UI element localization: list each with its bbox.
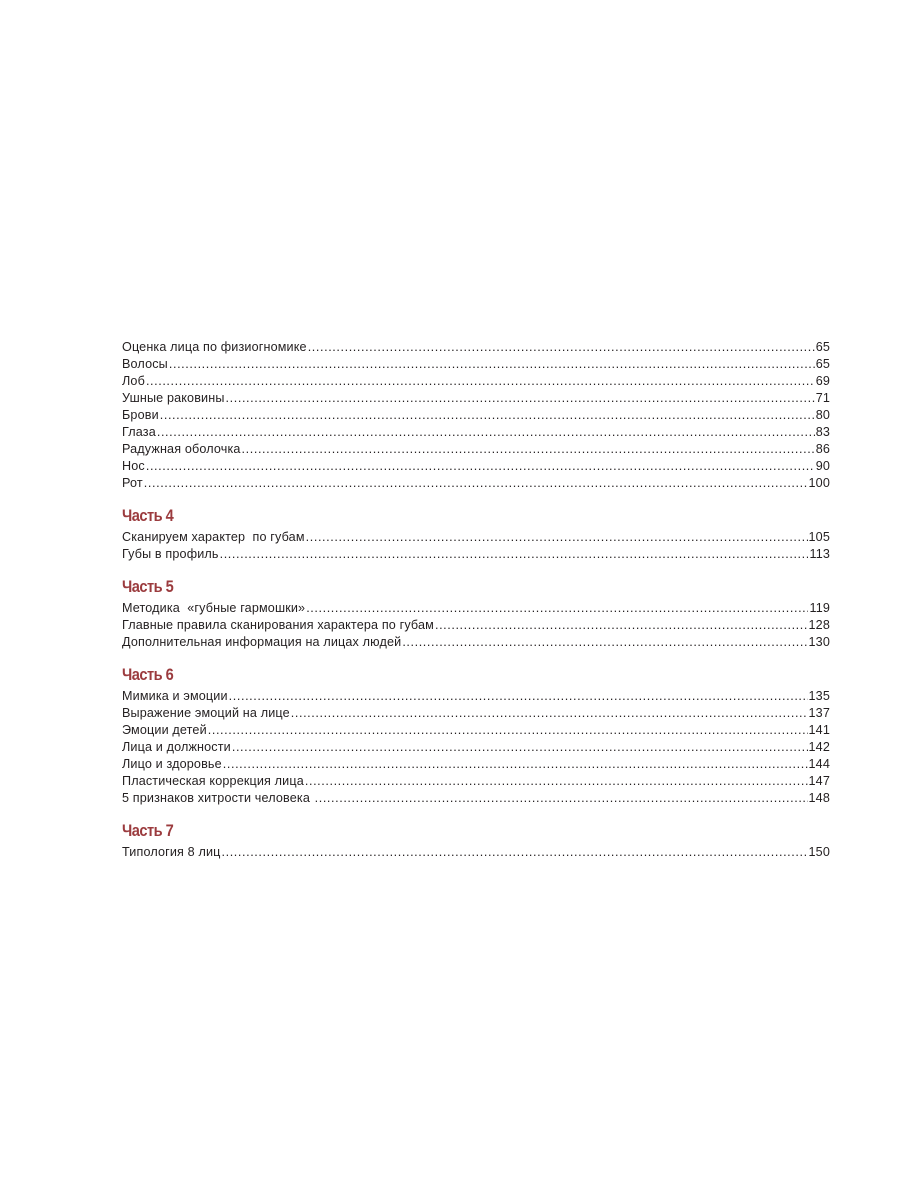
toc-entry[interactable] [122, 390, 830, 407]
toc-entry-title: Типология 8 лиц [122, 845, 221, 859]
dot-leader [229, 688, 808, 705]
toc-entry-page: 100 [808, 476, 830, 490]
toc-entry-page: 69 [815, 374, 830, 388]
dot-leader [157, 424, 815, 441]
toc-entry-page: 137 [808, 706, 830, 720]
toc-entry-title: Сканируем характер по губам [122, 530, 305, 544]
toc-entry[interactable] [122, 529, 830, 546]
toc-entry[interactable] [122, 688, 830, 705]
dot-leader [402, 634, 807, 651]
dot-leader [315, 790, 808, 807]
toc-entry[interactable] [122, 458, 830, 475]
toc-entry[interactable] [122, 600, 830, 617]
toc-entry-page: 135 [808, 689, 830, 703]
dot-leader [220, 546, 809, 563]
toc-entry-page: 147 [808, 774, 830, 788]
toc-entry-title: Ушные раковины [122, 391, 225, 405]
toc-intro-section [122, 339, 830, 492]
toc-entry-page: 65 [815, 357, 830, 371]
toc-entry-title: Глаза [122, 425, 156, 439]
toc-entry-title: Дополнительная информация на лицах людей [122, 635, 402, 649]
toc-entry-page: 150 [808, 845, 830, 859]
toc-entry-title: Губы в профиль [122, 547, 219, 561]
toc-part-7 [122, 820, 830, 861]
toc-entry-page: 71 [815, 391, 830, 405]
toc-entry[interactable] [122, 339, 830, 356]
part-heading: Часть 7 [122, 821, 174, 840]
toc-entry-title: Нос [122, 459, 145, 473]
toc-entry-page: 105 [808, 530, 830, 544]
toc-entry-page: 65 [815, 340, 830, 354]
toc-entry-title: Методика «губные гармошки» [122, 601, 306, 615]
toc-entry[interactable] [122, 722, 830, 739]
part-heading: Часть 5 [122, 577, 174, 596]
toc-entry-title: Лицо и здоровье [122, 757, 222, 771]
toc-part-6 [122, 664, 830, 807]
toc-entry-title: Лица и должности [122, 740, 231, 754]
toc-entry-title: Оценка лица по физиогномике [122, 340, 307, 354]
toc-entry[interactable] [122, 356, 830, 373]
part-heading: Часть 6 [122, 665, 174, 684]
dot-leader [208, 722, 808, 739]
toc-entry-title: Радужная оболочка [122, 442, 241, 456]
dot-leader [291, 705, 808, 722]
toc-part-5 [122, 576, 830, 651]
dot-leader [242, 441, 815, 458]
toc-entry[interactable] [122, 773, 830, 790]
toc-entry-page: 141 [808, 723, 830, 737]
toc-entry[interactable] [122, 790, 830, 807]
part-heading: Часть 4 [122, 506, 174, 525]
toc-entry[interactable] [122, 705, 830, 722]
toc-entry[interactable] [122, 441, 830, 458]
toc-entry[interactable] [122, 407, 830, 424]
toc-entry-title: Мимика и эмоции [122, 689, 228, 703]
toc-entry-title: Брови [122, 408, 159, 422]
dot-leader [146, 458, 815, 475]
dot-leader [306, 529, 808, 546]
dot-leader [226, 390, 815, 407]
toc-entry-title: 5 признаков хитрости человека [122, 791, 314, 805]
dot-leader [435, 617, 808, 634]
toc-entry-page: 113 [809, 547, 830, 561]
dot-leader [223, 756, 808, 773]
dot-leader [146, 373, 815, 390]
toc-entry-page: 86 [815, 442, 830, 456]
toc-entry[interactable] [122, 373, 830, 390]
toc-entry-page: 119 [809, 601, 830, 615]
toc-entry-page: 142 [808, 740, 830, 754]
toc-entry-page: 128 [808, 618, 830, 632]
toc-entry[interactable] [122, 617, 830, 634]
toc-entry[interactable] [122, 546, 830, 563]
dot-leader [308, 339, 815, 356]
toc-entry-page: 90 [815, 459, 830, 473]
toc-entry[interactable] [122, 844, 830, 861]
dot-leader [232, 739, 808, 756]
toc-entry-page: 83 [815, 425, 830, 439]
toc-entry-page: 130 [808, 635, 830, 649]
toc-entry-page: 80 [815, 408, 830, 422]
toc-entry-page: 148 [808, 791, 830, 805]
dot-leader [169, 356, 815, 373]
toc-entry-title: Эмоции детей [122, 723, 207, 737]
toc-entry-title: Выражение эмоций на лице [122, 706, 290, 720]
toc-entry[interactable] [122, 634, 830, 651]
toc-part-4 [122, 505, 830, 563]
toc-entry-title: Волосы [122, 357, 168, 371]
dot-leader [305, 773, 808, 790]
toc-entry-page: 144 [808, 757, 830, 771]
toc-entry[interactable] [122, 424, 830, 441]
dot-leader [144, 475, 808, 492]
toc-entry-title: Пластическая коррекция лица [122, 774, 304, 788]
toc-entry[interactable] [122, 475, 830, 492]
toc-entry-title: Рот [122, 476, 143, 490]
toc-entry[interactable] [122, 739, 830, 756]
toc-entry-title: Лоб [122, 374, 145, 388]
toc-entry[interactable] [122, 756, 830, 773]
table-of-contents [122, 339, 830, 861]
toc-entry-title: Главные правила сканирования характера по губам [122, 618, 434, 632]
dot-leader [222, 844, 808, 861]
dot-leader [160, 407, 815, 424]
dot-leader [306, 600, 808, 617]
